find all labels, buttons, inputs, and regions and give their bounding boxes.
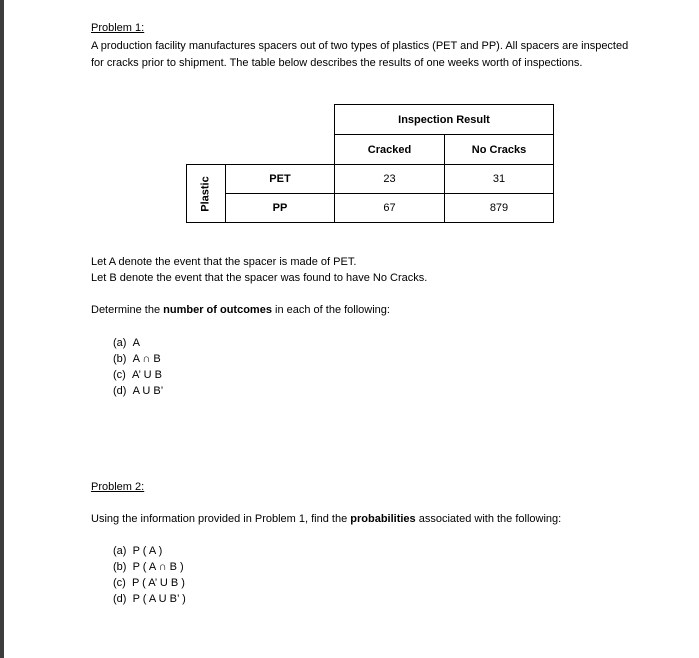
determine-suffix: in each of the following: bbox=[271, 304, 390, 316]
list-item: (b) A ∩ B bbox=[113, 353, 161, 365]
list-item: (a) P ( A ) bbox=[113, 545, 163, 557]
definition-a: Let A denote the event that the spacer is made of PET. bbox=[91, 256, 357, 268]
row-group-label: Plastic bbox=[200, 175, 212, 212]
problem2-suffix: associated with the following: bbox=[415, 513, 562, 525]
list-item: (c) P ( A’ U B ) bbox=[113, 577, 185, 589]
list-item: (d) P ( A U B’ ) bbox=[113, 593, 186, 605]
col-header-cracked: Cracked bbox=[334, 134, 445, 165]
row-group-cell bbox=[186, 164, 226, 223]
problem2-bold: probabilities bbox=[350, 513, 416, 525]
determine-prefix: Determine the bbox=[91, 304, 164, 316]
problem2-prefix: Using the information provided in Problem 1, find the bbox=[91, 513, 351, 525]
cell-pet-cracked: 23 bbox=[334, 164, 445, 194]
list-item: (c) A’ U B bbox=[113, 369, 162, 381]
list-item: (a) A bbox=[113, 337, 140, 349]
problem1-paragraph: A production facility manufactures spacers out of two types of plastics (PET and PP). All spacers are inspected for cracks prior to shipment. The table below describes the results of one weeks worth of inspections. bbox=[91, 40, 629, 69]
row-label-pet: PET bbox=[225, 164, 335, 194]
problem2-heading: Problem 2: bbox=[91, 481, 145, 493]
list-item: (b) P ( A ∩ B ) bbox=[113, 561, 184, 573]
problem2-instruction bbox=[91, 513, 561, 525]
definition-b: Let B denote the event that the spacer was found to have No Cracks. bbox=[91, 272, 428, 284]
left-page-edge bbox=[0, 0, 4, 658]
table-group-header: Inspection Result bbox=[334, 104, 554, 135]
determine-bold: number of outcomes bbox=[163, 304, 272, 316]
cell-pp-cracked: 67 bbox=[334, 193, 445, 223]
cell-pp-no-cracks: 879 bbox=[444, 193, 554, 223]
problem1-heading: Problem 1: bbox=[91, 22, 145, 34]
determine-line bbox=[91, 304, 390, 316]
list-item: (d) A U B’ bbox=[113, 385, 164, 397]
cell-pet-no-cracks: 31 bbox=[444, 164, 554, 194]
row-label-pp: PP bbox=[225, 193, 335, 223]
col-header-no-cracks: No Cracks bbox=[444, 134, 554, 165]
